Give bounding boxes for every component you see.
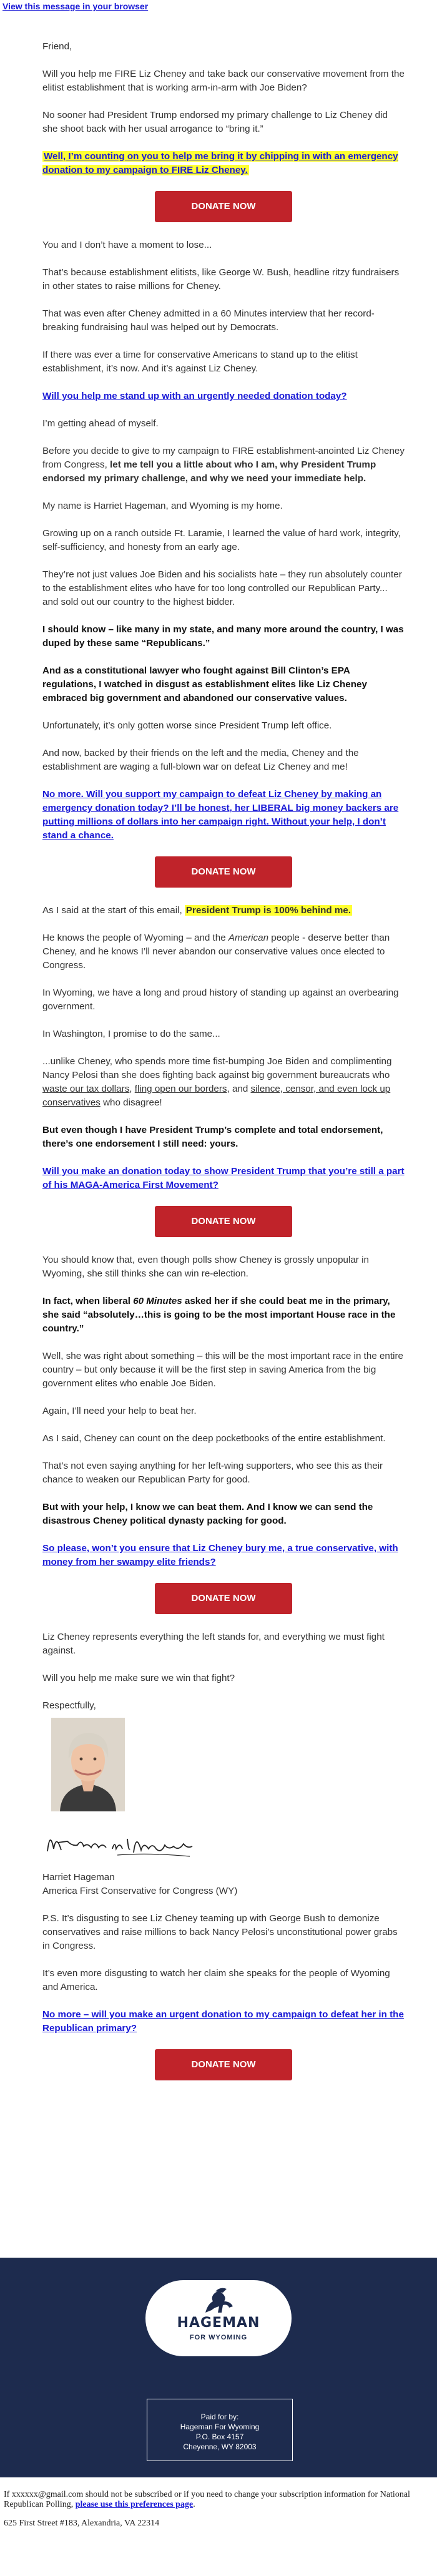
- text-run: .: [193, 2500, 195, 2509]
- italic-run: 60 Minutes: [133, 1296, 182, 1306]
- donate-button[interactable]: DONATE NOW: [155, 191, 292, 222]
- candidate-photo: [51, 1718, 125, 1811]
- signature-title: America First Conservative for Congress (WY): [42, 1886, 238, 1896]
- paragraph: If there was ever a time for conservative Americans to stand up to the elitist establishment, it’s now. And it’s against Liz Cheney.: [42, 350, 358, 374]
- closing: Respectfully,: [42, 1700, 96, 1711]
- bold-paragraph: I should know – like many in my state, and many more around the country, I was duped by these same “Republicans.”: [42, 624, 404, 649]
- signature-name: Harriet Hageman: [42, 1872, 115, 1883]
- paragraph: No sooner had President Trump endorsed my primary challenge to Liz Cheney did she shoot back with her usual arrogance to “bring it.”: [42, 110, 388, 134]
- link-paragraph: [42, 2008, 405, 2035]
- paid-for-label: Paid for by:: [200, 2412, 239, 2421]
- committee-name: Hageman For Wyoming: [180, 2422, 260, 2431]
- text-run: In fact, when liberal: [42, 1296, 134, 1306]
- underlined-run: waste our tax dollars: [42, 1084, 130, 1094]
- paragraph: [42, 904, 405, 918]
- logo-name: HAGEMAN: [177, 2315, 260, 2331]
- paragraph: Well, she was right about something – this will be the most important race in the entire country – but only because it will be the first step in saving America from the big government elites who enable Joe Biden.: [42, 1351, 403, 1389]
- paragraph: Liz Cheney represents everything the left stands for, and everything we must fight against.: [42, 1632, 385, 1656]
- preferences-link[interactable]: please use this preferences page: [75, 2500, 194, 2509]
- bucking-horse-icon: [145, 2283, 292, 2320]
- unsubscribe-notice: [4, 2490, 433, 2510]
- donate-text-link[interactable]: So please, won’t you ensure that Liz Cheney bury me, a true conservative, with money from her swampy elite friends?: [42, 1543, 398, 1567]
- text-run: As I said at the start of this email,: [42, 905, 185, 916]
- donate-text-link[interactable]: Well, I’m counting on you to help me bring it by chipping in with an emergency donation to my campaign to FIRE Liz Cheney.: [42, 151, 398, 175]
- link-paragraph: [42, 788, 405, 843]
- paragraph: Will you help me make sure we win that fight?: [42, 1673, 235, 1683]
- donate-text-link[interactable]: Will you make an donation today to show President Trump that you’re still a part of his MAGA-America First Movement?: [42, 1166, 405, 1190]
- paragraph: That’s because establishment elitists, like George W. Bush, headline ritzy fundraisers in other states to raise millions for Cheney.: [42, 267, 400, 291]
- view-in-browser-link[interactable]: View this message in your browser: [2, 1, 149, 11]
- bold-paragraph: But even though I have President Trump’s complete and total endorsement, there’s one endorsement I still need: yours.: [42, 1125, 383, 1149]
- text-run: ...unlike Cheney, who spends more time fist-bumping Joe Biden and complimenting Nancy Pelosi than she does fighting back against big government bureaucrats who: [42, 1056, 392, 1080]
- text-run: who disagree!: [100, 1097, 162, 1108]
- paragraph: That’s not even saying anything for her left-wing supporters, who see this as their chance to weaken our Republican Party for good.: [42, 1461, 383, 1485]
- paragraph: You should know that, even though polls show Cheney is grossly unpopular in Wyoming, she still thinks she can win re-election.: [42, 1255, 369, 1279]
- email-body: [42, 40, 437, 2080]
- logo-subtitle: FOR WYOMING: [189, 2334, 248, 2341]
- paragraph: I’m getting ahead of myself.: [42, 418, 159, 429]
- subscription-footer: [0, 2477, 437, 2537]
- paragraph: And now, backed by their friends on the left and the media, Cheney and the establishment are waging a full-blown war on defeat Liz Cheney and me!: [42, 748, 359, 772]
- paragraph: [42, 931, 405, 972]
- paragraph: My name is Harriet Hageman, and Wyoming is my home.: [42, 501, 283, 511]
- paragraph: You and I don’t have a moment to lose...: [42, 240, 212, 250]
- mailing-address: 625 First Street #183, Alexandria, VA 22314: [4, 2519, 160, 2528]
- donate-button[interactable]: DONATE NOW: [155, 2049, 292, 2080]
- paragraph: That was even after Cheney admitted in a 60 Minutes interview that her record-breaking fundraising haul was helped out by Democrats.: [42, 308, 375, 333]
- text-run: He knows the people of Wyoming – and the: [42, 933, 228, 943]
- portrait-image: [51, 1718, 125, 1811]
- bold-paragraph: And as a constitutional lawyer who fought against Bill Clinton’s EPA regulations, I watched in disgust as establishment elites like Liz Cheney embraced big government and abandoned our conservative values.: [42, 665, 367, 703]
- footer: [0, 2258, 437, 2477]
- paragraph: As I said, Cheney can count on the deep pocketbooks of the entire establishment.: [42, 1433, 386, 1444]
- paid-for-box: [147, 2399, 293, 2461]
- paragraph: [42, 444, 405, 486]
- handwritten-signature: [42, 1824, 199, 1864]
- text-run: Before you decide to give to my campaign to FIRE establishment-anointed Liz Cheney from Congress,: [42, 446, 405, 470]
- paragraph: In Washington, I promise to do the same...: [42, 1029, 220, 1039]
- paragraph: Unfortunately, it’s only gotten worse since President Trump left office.: [42, 720, 332, 731]
- paragraph: Growing up on a ranch outside Ft. Laramie, I learned the value of hard work, integrity, self-sufficiency, and honesty from an early age.: [42, 528, 401, 552]
- ps-paragraph: P.S. It’s disgusting to see Liz Cheney teaming up with George Bush to demonize conservatives and raise millions to back Nancy Pelosi’s unconstitutional power grabs in Congress.: [42, 1913, 398, 1951]
- link-paragraph: [42, 1165, 405, 1192]
- paragraph: In Wyoming, we have a long and proud history of standing up against an overbearing government.: [42, 987, 399, 1012]
- donate-text-link[interactable]: No more – will you make an urgent donation to my campaign to defeat her in the Republican primary?: [42, 2009, 404, 2034]
- italic-run: American: [228, 933, 269, 943]
- link-paragraph: [42, 1542, 405, 1569]
- donate-text-link[interactable]: Will you help me stand up with an urgently needed donation today?: [42, 391, 347, 401]
- bold-paragraph: But with your help, I know we can beat them. And I know we can send the disastrous Cheney political dynasty packing for good.: [42, 1502, 373, 1526]
- paragraph: They’re not just values Joe Biden and his socialists hate – they run absolutely counter to the establishment elites who have for too long controlled our Republican Party... and sold out our country to the highest bidder.: [42, 569, 402, 607]
- highlight-paragraph: [42, 150, 405, 177]
- link-paragraph: [42, 389, 405, 403]
- donate-button[interactable]: DONATE NOW: [155, 856, 292, 888]
- text-run: If xxxxxx@gmail.com should not be subscribed or if you need to change your subscription information for National Republican Polling,: [4, 2490, 410, 2509]
- underlined-run: fling open our borders: [134, 1084, 227, 1094]
- po-box: P.O. Box 4157: [195, 2432, 244, 2441]
- ps-paragraph: It’s even more disgusting to watch her claim she speaks for the people of Wyoming and America.: [42, 1968, 390, 1992]
- bold-run: let me tell you a little about who I am, why President Trump endorsed my primary challenge, and why we need your immediate help.: [42, 459, 376, 484]
- donate-button[interactable]: DONATE NOW: [155, 1583, 292, 1614]
- paragraph: Again, I’ll need your help to beat her.: [42, 1406, 197, 1416]
- city-line: Cheyenne, WY 82003: [183, 2442, 257, 2451]
- text-run: , and: [227, 1084, 251, 1094]
- signature-block: [42, 1871, 437, 1898]
- greeting: Friend,: [42, 41, 72, 52]
- donate-button[interactable]: DONATE NOW: [155, 1206, 292, 1237]
- text-run: asked her if she could beat me in the primary, she said “absolutely…this is going to be the most important House race in the country.”: [42, 1296, 396, 1334]
- text-run: people - deserve better than Cheney, and he knows I’ll never abandon our conservative values once elected to Congress.: [42, 933, 390, 971]
- bold-paragraph: [42, 1295, 405, 1336]
- underlined-run: silence, censor, and even lock up conservatives: [42, 1084, 391, 1108]
- campaign-logo[interactable]: [145, 2280, 292, 2356]
- paragraph: Will you help me FIRE Liz Cheney and take back our conservative movement from the elitist establishment that is working arm-in-arm with Joe Biden?: [42, 69, 405, 93]
- paragraph: [42, 1055, 405, 1110]
- text-run: ,: [129, 1084, 135, 1094]
- donate-text-link[interactable]: No more. Will you support my campaign to defeat Liz Cheney by making an emergency donation today? I’ll be honest, her LIBERAL big money backers are putting millions of dollars into her campaign right. Without your help, I don’t stand a chance.: [42, 789, 399, 841]
- highlight-run: President Trump is 100% behind me.: [185, 905, 351, 916]
